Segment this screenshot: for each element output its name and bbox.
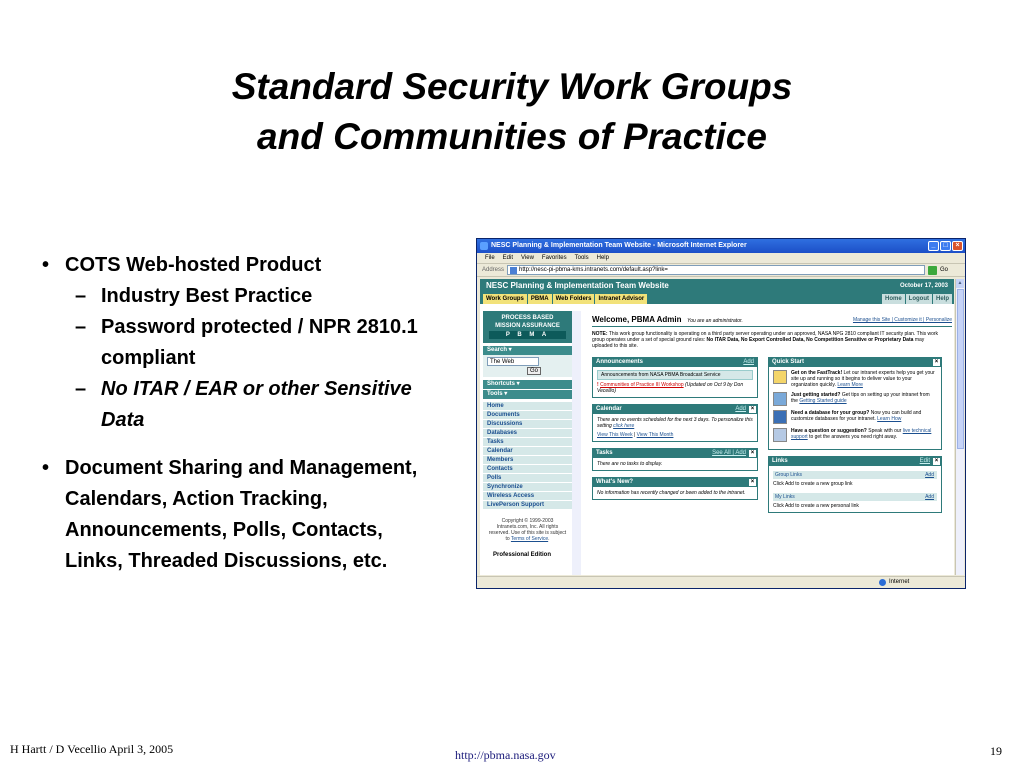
qs-text: Let our intranet experts help you get your site up and running so it begins to deliver value to your organization quickly. (791, 370, 935, 388)
page-scrollbar[interactable] (955, 279, 964, 575)
go-arrow-icon[interactable] (928, 266, 937, 275)
search-scope-select[interactable]: The Web (487, 357, 539, 366)
tab-intranet-advisor[interactable]: Intranet Advisor (595, 294, 647, 304)
browser-titlebar (477, 239, 965, 253)
note-label: NOTE: (592, 331, 608, 337)
slide-number: 19 (990, 744, 1002, 758)
main-panel (592, 313, 952, 575)
whats-new-text: No information has recently changed or been added to the intranet. (597, 490, 746, 496)
fasttrack-icon (773, 370, 787, 384)
search-section[interactable]: Search ▾ (483, 346, 572, 355)
sidebar-item-home[interactable]: Home (483, 402, 572, 411)
footer-author: H Hartt / D Vecellio April 3, 2005 (10, 742, 174, 756)
sidebar-item-polls[interactable]: Polls (483, 474, 572, 483)
page-content (480, 279, 954, 575)
logo-line: PROCESS BASED (501, 315, 554, 321)
tab-web-folders[interactable]: Web Folders (553, 294, 595, 304)
maximize-icon[interactable]: □ (940, 241, 951, 251)
group-links-label: Group Links (775, 472, 802, 478)
menu-bar (477, 253, 965, 264)
site-header (480, 279, 954, 293)
group-links-text: Click Add to create a new group link (773, 481, 853, 487)
bullet-text: Password protected / NPR 2810.1 compliant (101, 316, 418, 369)
address-url: http://nesc-pi-pbma-kms.intranets.com/default.asp?link= (519, 267, 668, 273)
bullet-text: COTS Web-hosted Product (65, 254, 322, 276)
announcement-source: Announcements from NASA PBMA Broadcast Service (597, 370, 753, 380)
pbma-logo (483, 311, 572, 343)
menu-edit[interactable]: Edit (502, 255, 514, 261)
menu-file[interactable]: File (485, 255, 495, 261)
add-announcement-link[interactable]: Add (743, 359, 754, 365)
edition-label: Professional Edition (493, 552, 552, 558)
slide-title-line2: and Communities of Practice (257, 116, 767, 157)
live-support-link[interactable]: live technical support (791, 428, 932, 440)
sidebar-item-wireless-access[interactable]: Wireless Access (483, 492, 572, 501)
tab-work-groups[interactable]: Work Groups (483, 294, 527, 304)
close-icon[interactable]: × (750, 479, 755, 485)
tasks-text: There are no tasks to display. (597, 461, 663, 467)
add-group-link[interactable]: Add (925, 472, 934, 478)
personalize-link[interactable]: click here (613, 423, 635, 429)
sub-bullet-item: – No ITAR / EAR or other Sensitive Data (75, 378, 412, 431)
links-panel (768, 456, 942, 513)
add-event-link[interactable]: Add (735, 406, 746, 412)
whats-new-panel (592, 477, 758, 500)
tasks-actions-link[interactable]: See All | Add (712, 450, 746, 456)
search-go-button[interactable]: Go (527, 367, 541, 375)
address-input[interactable] (507, 265, 925, 275)
welcome-title: Welcome, PBMA Admin (592, 315, 682, 324)
panel-title: Quick Start (772, 359, 805, 365)
announcement-meta: (Updated on Oct 9 by Don Vecellio) (597, 382, 744, 394)
quick-start-panel (768, 357, 942, 450)
view-week-link[interactable]: View This Week (597, 432, 633, 438)
panel-title: Links (772, 458, 788, 464)
window-title: NESC Planning & Implementation Team Website - Microsoft Internet Explorer (491, 242, 747, 249)
note-tail: may uploaded to this site. (592, 337, 925, 349)
slide-title-line1: Standard Security Work Groups (231, 66, 793, 107)
page-icon (510, 267, 517, 274)
ie-icon (480, 242, 488, 250)
note-bold: No ITAR Data, No Export Controlled Data, No Competition Sensitive or Proprietary Data (706, 337, 914, 343)
sidebar-item-tasks[interactable]: Tasks (483, 438, 572, 447)
slide-title (0, 62, 1024, 162)
scroll-thumb[interactable] (957, 289, 964, 449)
terms-link[interactable]: Terms of Service (510, 536, 549, 542)
nav-help[interactable]: Help (933, 294, 952, 304)
minimize-icon[interactable]: _ (928, 241, 939, 251)
qs-text: Now you can build and customize databases for your intranet. (791, 410, 922, 422)
security-note (592, 331, 952, 349)
sidebar-item-documents[interactable]: Documents (483, 411, 572, 420)
browser-window-screenshot (476, 238, 966, 589)
nav-logout[interactable]: Logout (906, 294, 932, 304)
copyright-line: Intranets.com, Inc. All rights (496, 524, 559, 530)
copyright-line: reserved. Use of this site is subject (488, 530, 567, 536)
learn-more-link[interactable]: Learn More (837, 382, 863, 388)
site-admin-links[interactable]: Manage this Site | Customize it | Personalize (852, 317, 952, 323)
qs-text: to get the answers you need right away. (809, 434, 898, 440)
sidebar-item-contacts[interactable]: Contacts (483, 465, 572, 474)
welcome-role: You are an administrator. (687, 318, 743, 324)
address-label: Address (482, 267, 505, 273)
site-nav (480, 293, 954, 304)
menu-help[interactable]: Help (596, 255, 609, 261)
logo-line: MISSION ASSURANCE (495, 323, 560, 329)
bullet-list (42, 250, 442, 577)
close-icon[interactable]: × (750, 406, 755, 412)
shortcuts-section[interactable]: Shortcuts ▾ (483, 380, 572, 389)
getting-started-icon (773, 392, 787, 406)
qs-bold: Have a question or suggestion? (791, 428, 867, 434)
tools-section[interactable]: Tools ▾ (483, 390, 572, 399)
nav-home[interactable]: Home (882, 294, 905, 304)
announcement-link[interactable]: Communities of Practice III Workshop (600, 382, 684, 388)
panel-title: What's New? (596, 479, 634, 485)
tasks-panel (592, 448, 758, 471)
bullet-text: Document Sharing and Management, Calendars, Action Tracking, Announcements, Polls, Contacts, Links, Threaded Discussions, etc. (65, 457, 418, 572)
sub-bullet-item: – Industry Best Practice (75, 285, 313, 307)
panel-title: Tasks (596, 450, 613, 456)
bullet-text: No ITAR / EAR or other Sensitive Data (101, 378, 412, 431)
sidebar-item-synchronize[interactable]: Synchronize (483, 483, 572, 492)
menu-tools[interactable]: Tools (574, 255, 589, 261)
copyright-notice: Copyright © 1999-2003 Intranets.com, Inc. All rights reserved. Use of this site is subject to Terms of Service. (488, 518, 567, 542)
close-icon[interactable]: × (952, 241, 963, 251)
calendar-panel: Calendar Add × There are no events scheduled for the next 3 days. To personalize this setting click here View This Week | View This Month (592, 404, 758, 442)
my-links-text: Click Add to create a new personal link (773, 503, 859, 509)
qs-bold: Just getting started? (791, 392, 841, 398)
site-date: October 17, 2003 (899, 283, 948, 289)
getting-started-link[interactable]: Getting Started guide (799, 398, 847, 404)
sidebar-item-databases[interactable]: Databases (483, 429, 572, 438)
bullet-item: • COTS Web-hosted Product (42, 254, 322, 276)
database-icon (773, 410, 787, 424)
tab-pbma[interactable]: PBMA (528, 294, 552, 304)
add-my-link[interactable]: Add (925, 494, 934, 500)
left-sidebar (483, 311, 572, 575)
footer-url[interactable]: http://pbma.nasa.gov (455, 748, 556, 762)
welcome-bar (592, 313, 952, 327)
sidebar-item-discussions[interactable]: Discussions (483, 420, 572, 429)
address-bar (477, 264, 965, 277)
status-bar (477, 576, 966, 588)
view-month-link[interactable]: View This Month (636, 432, 674, 438)
qs-bold: Get on the FastTrack! (791, 370, 843, 376)
qs-text: Speak with our (868, 428, 902, 434)
site-title: NESC Planning & Implementation Team Website (486, 281, 669, 290)
internet-zone: Internet (879, 577, 909, 588)
qs-bold: Need a database for your group? (791, 410, 870, 416)
sidebar-item-members[interactable]: Members (483, 456, 572, 465)
my-links-label: My Links (775, 494, 795, 500)
support-icon (773, 428, 787, 442)
close-icon[interactable]: × (934, 458, 939, 464)
logo-line: P B M A (489, 331, 566, 339)
sidebar-scrollbar[interactable] (572, 311, 581, 575)
edit-links-link[interactable]: Edit (919, 458, 930, 464)
learn-how-link[interactable]: Learn How (877, 416, 902, 422)
menu-view[interactable]: View (521, 255, 534, 261)
sub-bullet-item: – Password protected / NPR 2810.1 compliant (75, 316, 418, 369)
panel-title: Announcements (596, 359, 644, 365)
note-text: This work group functionality is operating on a third party server operating under an approved, NASA NPG 2810 compliant IT security plan. This work group operates under a set of special ground rules: (592, 331, 939, 343)
calendar-text: There are no events scheduled for the next 3 days. To personalize this setting (597, 417, 753, 429)
menu-favorites[interactable]: Favorites (541, 255, 567, 261)
copyright-line: Copyright © 1999-2003 (501, 518, 554, 524)
panel-title: Calendar (596, 406, 622, 412)
scroll-up-icon[interactable]: ▲ (957, 280, 963, 286)
close-icon[interactable]: × (934, 359, 939, 365)
copyright-line: to (505, 536, 510, 542)
announcements-panel: Announcements Add Announcements from NASA PBMA Broadcast Service ! Communities of Practice III Workshop (Updated on Oct 9 by Don Vecellio) (592, 357, 758, 398)
qs-text: Get tips on setting up your intranet from the (791, 392, 930, 404)
go-button[interactable]: Go (940, 267, 949, 273)
bullet-text: Industry Best Practice (101, 285, 313, 307)
close-icon[interactable]: × (750, 450, 755, 456)
bullet-item: • Document Sharing and Management, Calendars, Action Tracking, Announcements, Polls, Contacts, Links, Threaded Discussions, etc. (42, 457, 418, 572)
sidebar-item-calendar[interactable]: Calendar (483, 447, 572, 456)
sidebar-item-liveperson-support[interactable]: LivePerson Support (483, 501, 572, 510)
